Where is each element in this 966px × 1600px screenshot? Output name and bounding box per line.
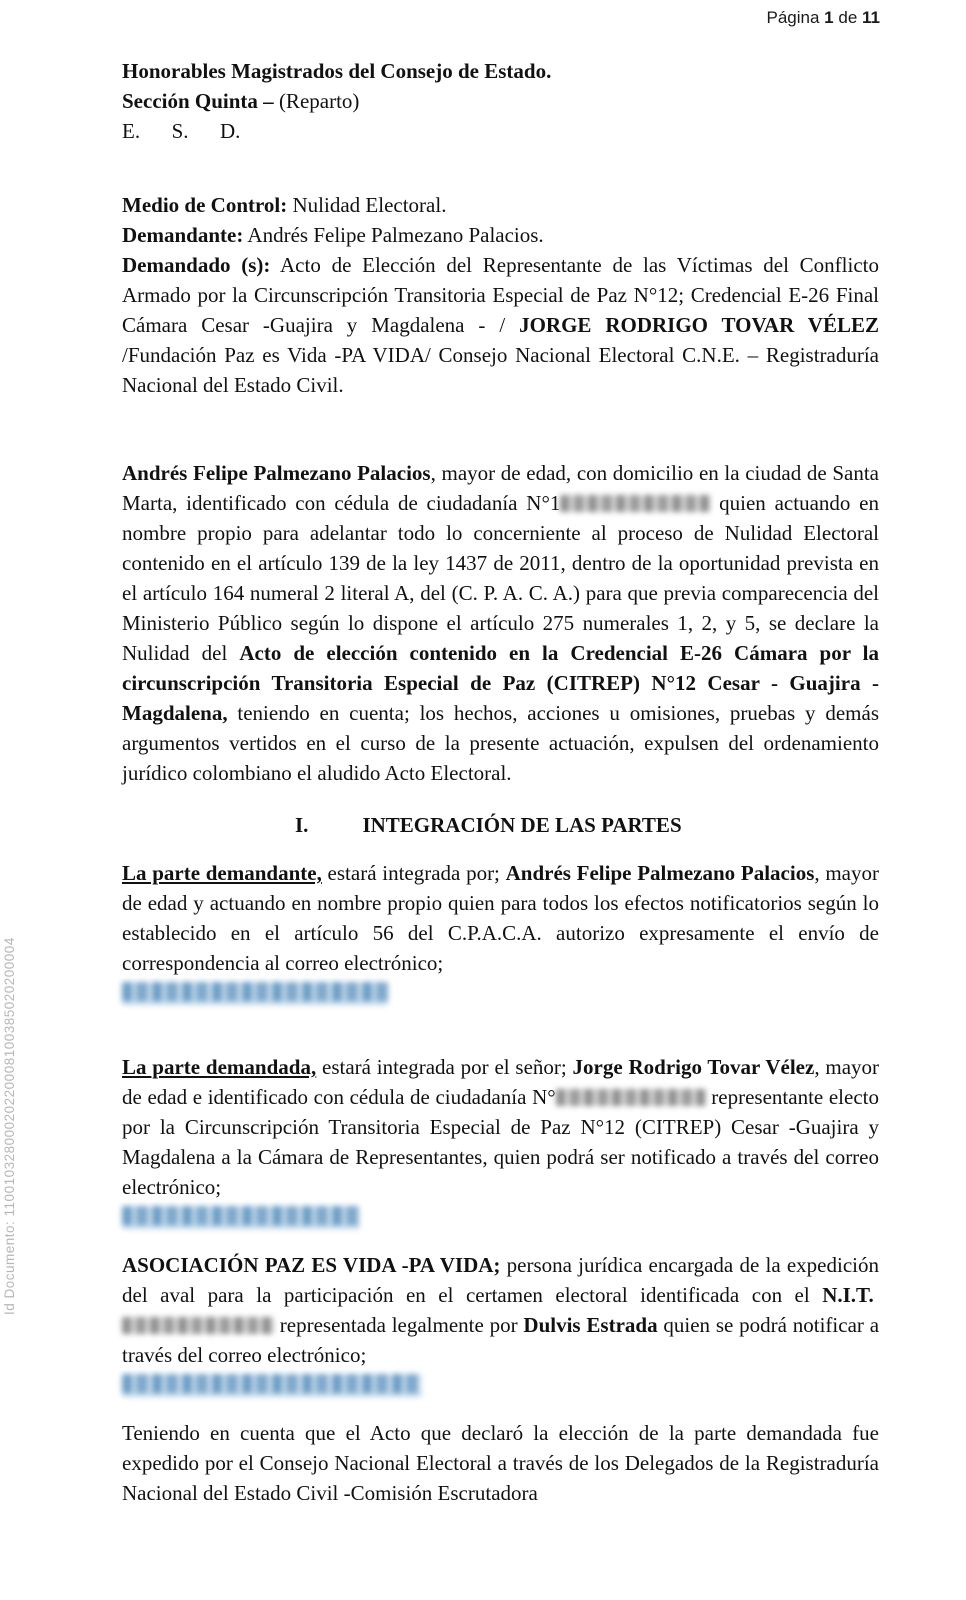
parte-demandada-lead: La parte demandada, <box>122 1055 317 1079</box>
spacer <box>122 1232 879 1250</box>
parte-demandada-paragraph <box>122 1052 879 1202</box>
parte-demandante-name: Andrés Felipe Palmezano Palacios <box>505 861 815 885</box>
demandante-label: Demandante: <box>122 223 244 247</box>
demandante-value: Andrés Felipe Palmezano Palacios. <box>243 223 544 247</box>
parte-demandante-lead: La parte demandante, <box>122 861 322 885</box>
asociacion-nit-label: N.I.T. <box>822 1283 874 1307</box>
medio-value: Nulidad Electoral. <box>287 193 447 217</box>
demandado-paragraph <box>122 250 879 400</box>
parte-demandante-paragraph <box>122 858 879 978</box>
demandante-email-line <box>122 982 879 1008</box>
redacted-email-asociacion-link[interactable] <box>122 1374 422 1397</box>
salutation-court: Honorables Magistrados del Consejo de Estado. <box>122 59 552 83</box>
redacted-email-demandante-link[interactable] <box>122 982 388 1005</box>
parte-demandada-text-2: , mayor de edad e identificado con cédula de ciudadanía N° <box>122 1055 880 1109</box>
demandante-line <box>122 220 879 250</box>
document-body <box>122 56 879 1508</box>
medio-label: Medio de Control: <box>122 193 288 217</box>
parte-demandada-text-3: representante electo por la Circunscripción Transitoria Especial de Paz N°12 (CITREP) Cesar -Guajira y Magdalena a la Cámara de Representantes, quien podrá ser notificado a través del correo electrónico; <box>122 1085 879 1199</box>
asociacion-email-line <box>122 1374 879 1400</box>
asociacion-text-3: quien se podrá notificar a través del correo electrónico; <box>122 1313 880 1367</box>
parte-demandada-name: Jorge Rodrigo Tovar Vélez <box>572 1055 815 1079</box>
redacted-nit-asociacion <box>122 1317 274 1334</box>
medio-de-control-line <box>122 190 879 220</box>
redacted-cedula-demandada <box>556 1089 706 1106</box>
intro-text-3: teniendo en cuenta; los hechos, acciones u omisiones, pruebas y demás argumentos vertidos en el curso de la presente actuación, expulsen del ordenamiento jurídico colombiano el aludido Acto Electoral. <box>122 701 879 785</box>
demandado-name: JORGE RODRIGO TOVAR VÉLEZ <box>519 313 879 337</box>
intro-plaintiff-name: Andrés Felipe Palmezano Palacios <box>122 461 431 485</box>
page-of-label: de <box>838 8 858 27</box>
intro-paragraph <box>122 458 879 788</box>
redacted-email-demandada-link[interactable] <box>122 1206 360 1229</box>
demandado-text-1: Acto de Elección del Representante de las Víctimas del Conflicto Armado por la Circunscripción Transitoria Especial de Paz N°12; Credencial E-26 Final Cámara Cesar -Guajira y Magdalena - / <box>122 253 880 337</box>
section-numeral: I. <box>295 813 309 837</box>
demandado-label: Demandado (s): <box>122 253 271 277</box>
intro-text-2: quien actuando en nombre propio para adelantar todo lo concerniente al proceso de Nulidad Electoral contenido en el artículo 139 de la ley 1437 de 2011, dentro de la oportunidad prevista en el artículo 164 numeral 2 literal A, del (C. P. A. C. A.) para que previa comparecencia del Ministerio Público según lo dispone el artículo 275 numerales 1, 2, y 5, se declare la Nulidad del <box>122 491 879 665</box>
salutation-line-2 <box>122 86 879 116</box>
salutation-esd: E. S. D. <box>122 119 241 143</box>
parte-demandante-text-1: estará integrada por; <box>321 861 506 885</box>
parte-demandada-text-1: estará integrada por el señor; <box>316 1055 573 1079</box>
intro-text-1: , mayor de edad, con domicilio en la ciudad de Santa Marta, identificado con cédula de ciudadanía N°1 <box>122 461 879 515</box>
page-number-header <box>766 8 880 28</box>
page-current: 1 <box>824 8 834 27</box>
demandado-text-2: /Fundación Paz es Vida -PA VIDA/ Consejo Nacional Electoral C.N.E. – Registraduría Nacional del Estado Civil. <box>122 343 879 397</box>
spacer <box>122 400 879 458</box>
spacer <box>122 1008 879 1052</box>
spacer <box>122 840 879 858</box>
section-title: INTEGRACIÓN DE LAS PARTES <box>362 813 682 837</box>
document-id-watermark: Id Documento: 11001032800020220008100385020200004 <box>2 937 17 1315</box>
asociacion-text-1: persona jurídica encargada de la expedición del aval para la participación en el certamen electoral identificada con el <box>122 1253 879 1307</box>
salutation-reparto: (Reparto) <box>273 89 360 113</box>
page-label: Página <box>766 8 820 27</box>
page-total: 11 <box>862 8 880 27</box>
spacer <box>122 1400 879 1418</box>
demandada-email-line <box>122 1206 879 1232</box>
section-heading-integracion <box>122 810 879 840</box>
asociacion-lead: ASOCIACIÓN PAZ ES VIDA -PA VIDA; <box>122 1253 501 1277</box>
salutation-line-1 <box>122 56 879 86</box>
asociacion-text-2: representada legalmente por <box>274 1313 524 1337</box>
asociacion-representative: Dulvis Estrada <box>523 1313 658 1337</box>
parte-demandante-text-2: , mayor de edad y actuando en nombre propio quien para todos los efectos notificatorios según lo establecido en el artículo 56 del C.P.A.C.A. autorizo expresamente el envío de correspondencia al correo electrónico; <box>122 861 879 975</box>
intro-bold-clause: Acto de elección contenido en la Credencial E-26 Cámara por la circunscripción Transitoria Especial de Paz (CITREP) N°12 Cesar - Guajira -Magdalena, <box>122 641 880 725</box>
asociacion-paragraph <box>122 1250 879 1370</box>
spacer <box>122 146 879 190</box>
redacted-cedula-demandante <box>560 495 710 512</box>
salutation-section: Sección Quinta – <box>122 89 274 113</box>
closing-paragraph: Teniendo en cuenta que el Acto que declaró la elección de la parte demandada fue expedido por el Consejo Nacional Electoral a través de los Delegados de la Registraduría Nacional del Estado Civil -Comisión Escrutadora <box>122 1421 879 1505</box>
